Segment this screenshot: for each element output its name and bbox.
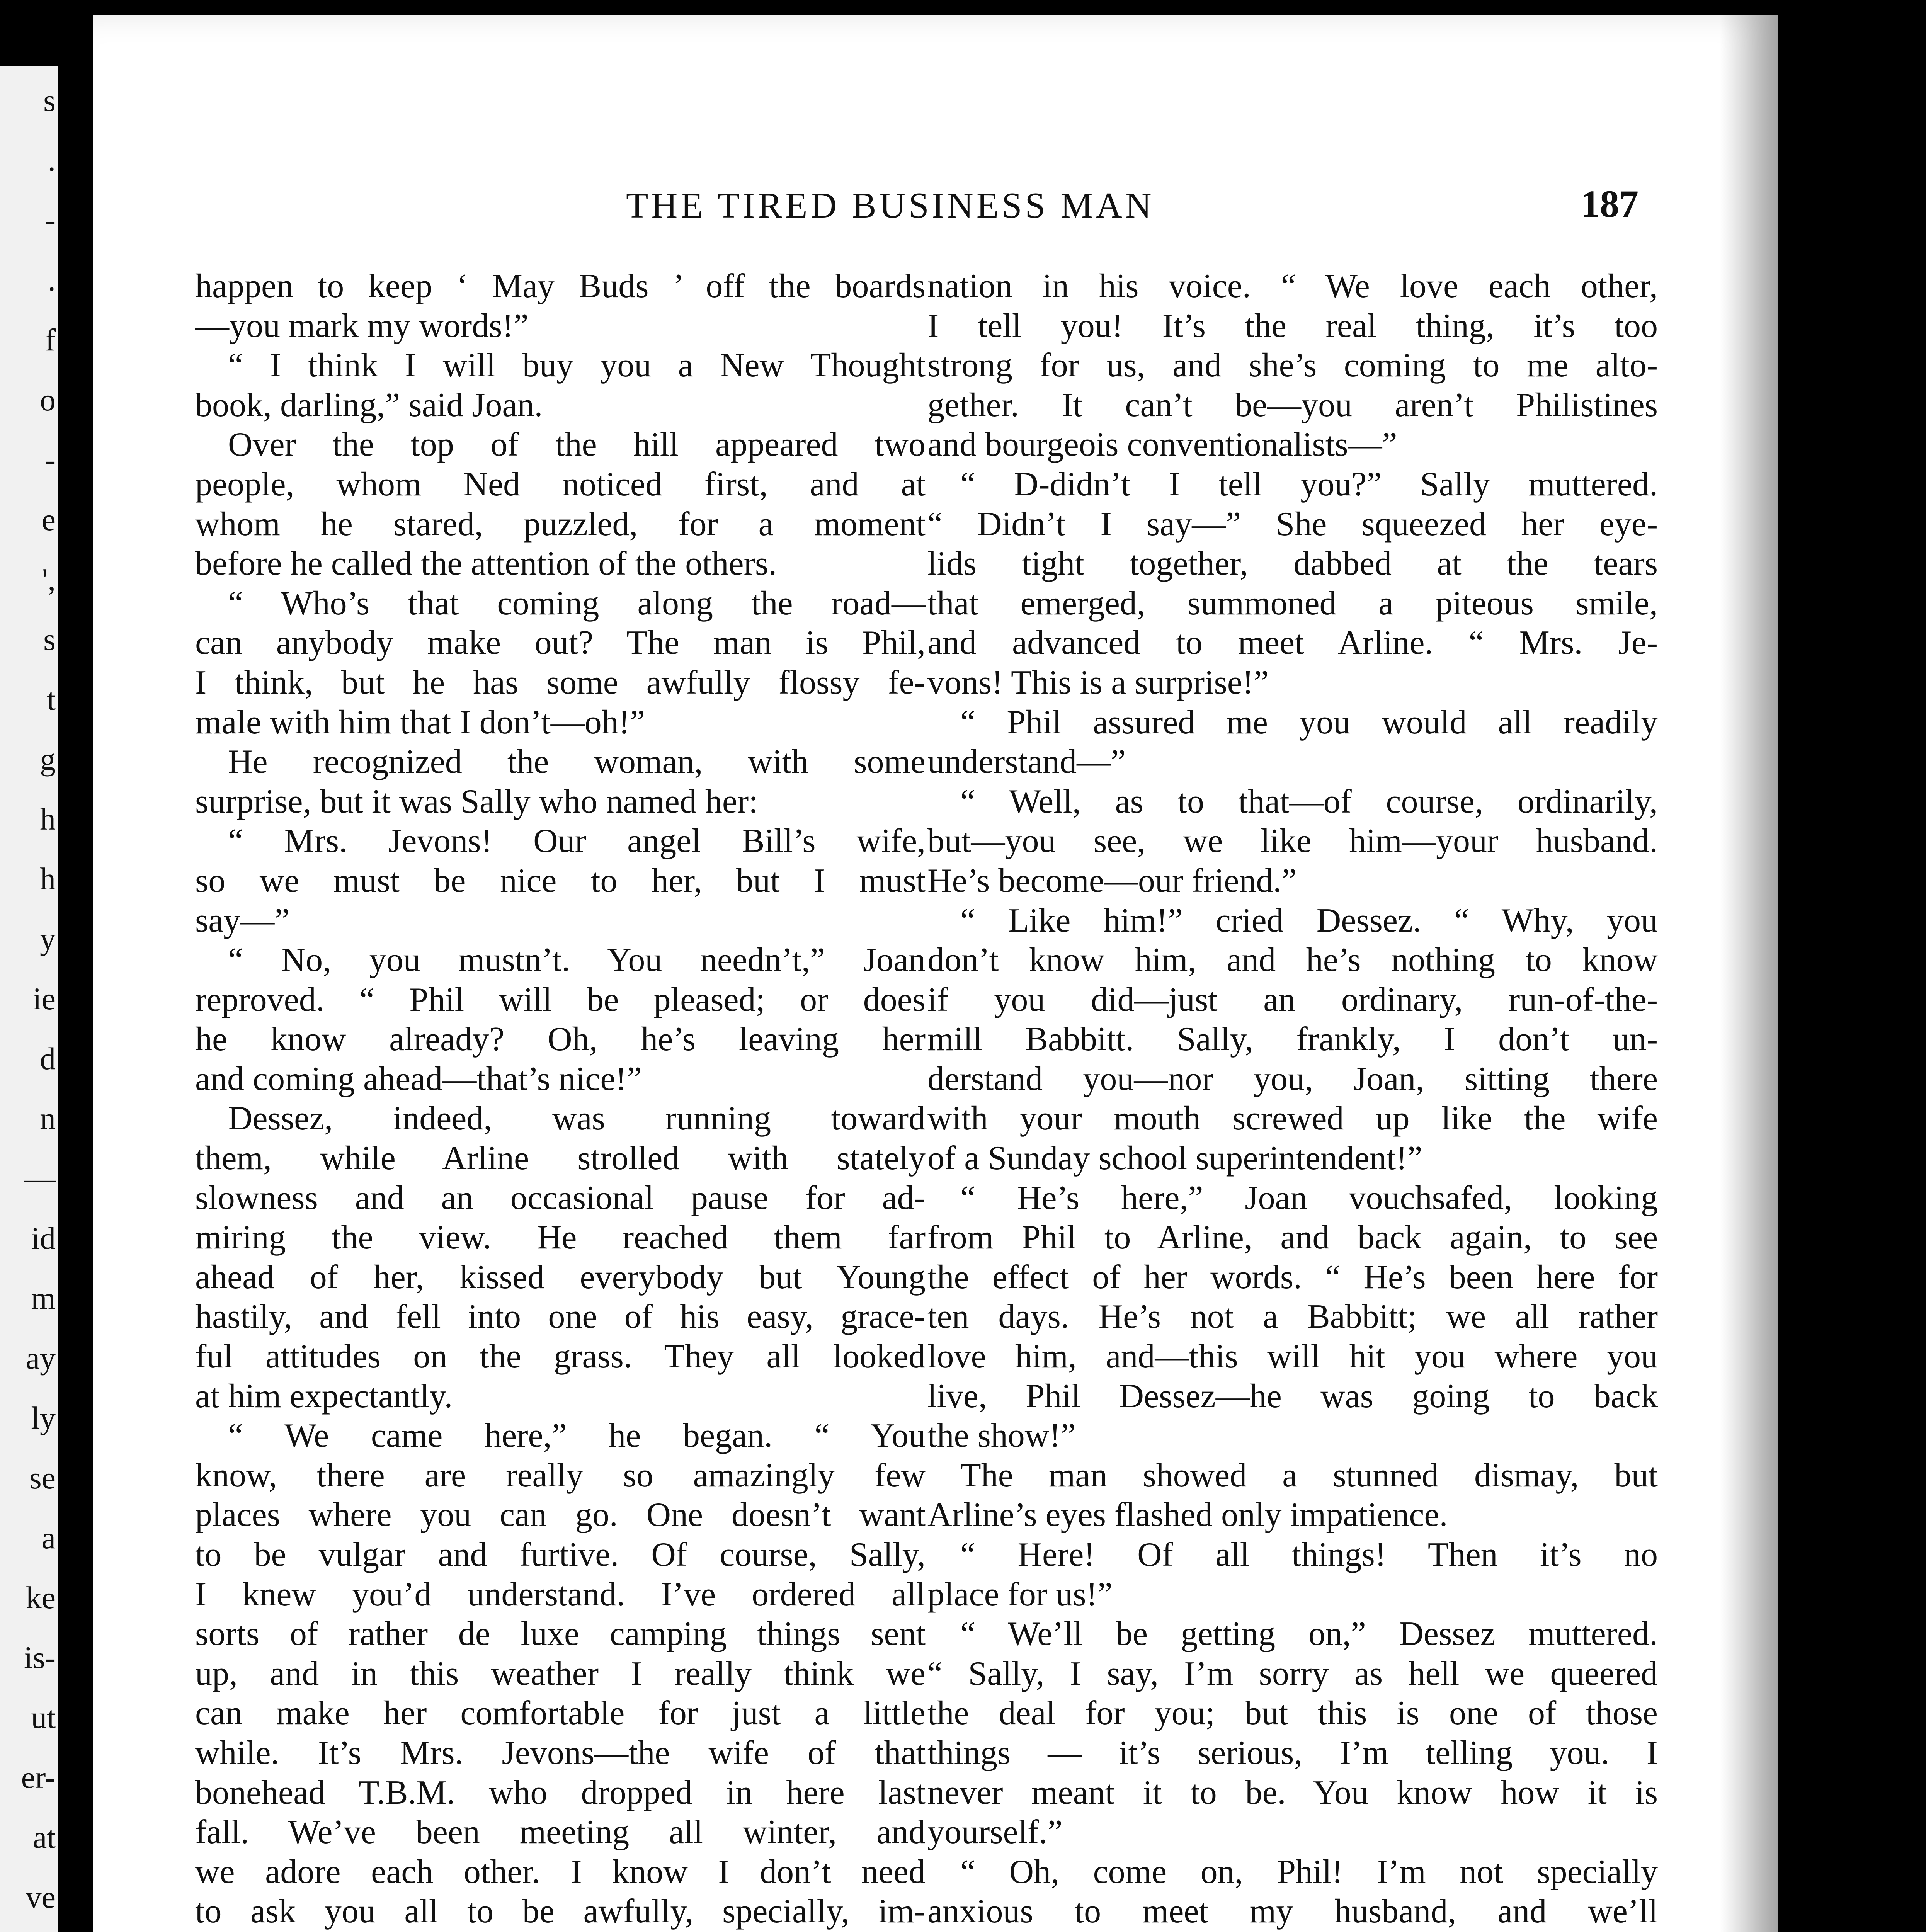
text-line: while. It’s Mrs. Jevons—the wife of that xyxy=(195,1734,926,1772)
text-line: the show!” xyxy=(927,1417,1076,1455)
previous-page-edge xyxy=(0,66,58,1932)
text-line: sorts of rather de luxe camping things sent xyxy=(195,1615,926,1653)
text-line: before he called the attention of the others. xyxy=(195,545,777,583)
text-line: lids tight together, dabbed at the tears xyxy=(927,545,1658,583)
text-line: up, and in this weather I really think we xyxy=(195,1655,926,1692)
previous-page-fragment: . xyxy=(48,262,56,298)
text-line: “ He’s here,” Joan vouchsafed, looking xyxy=(960,1179,1658,1217)
text-line: to be vulgar and furtive. Of course, Sally, xyxy=(195,1536,926,1573)
previous-page-fragment: m xyxy=(31,1281,56,1316)
text-line: surprise, but it was Sally who named her: xyxy=(195,782,758,820)
previous-page-fragment: o xyxy=(40,382,56,417)
previous-page-fragment: h xyxy=(40,861,56,896)
page-gutter-shadow xyxy=(1720,15,1778,1932)
previous-page-fragment: - xyxy=(45,442,56,477)
text-line: anxious to meet my husband, and we’ll xyxy=(927,1893,1658,1930)
text-line: derstand you—nor you, Joan, sitting there xyxy=(927,1060,1658,1098)
text-column-right xyxy=(927,267,1658,1932)
text-line: the deal for you; but this is one of those xyxy=(927,1694,1658,1732)
text-line: but—you see, we like him—your husband. xyxy=(927,822,1658,860)
previous-page-fragment: g xyxy=(40,742,56,777)
text-line: live, Phil Dessez—he was going to back xyxy=(927,1377,1658,1415)
previous-page-fragment: d xyxy=(40,1041,56,1076)
text-line: fall. We’ve been meeting all winter, and xyxy=(195,1813,926,1851)
text-line: Arline’s eyes flashed only impatience. xyxy=(927,1496,1448,1534)
text-line: and advanced to meet Arline. “ Mrs. Je- xyxy=(927,624,1658,662)
text-line: understand—” xyxy=(927,743,1126,781)
previous-page-fragment: ke xyxy=(26,1580,56,1615)
text-line: Dessez, indeed, was running toward xyxy=(228,1100,926,1138)
text-line: we adore each other. I know I don’t need xyxy=(195,1853,926,1891)
text-line: mill Babbitt. Sally, frankly, I don’t un- xyxy=(927,1020,1658,1058)
text-line: place for us!” xyxy=(927,1575,1113,1613)
text-line: male with him that I don’t—oh!” xyxy=(195,703,645,741)
text-line: bonehead T.B.M. who dropped in here last xyxy=(195,1774,926,1811)
text-line: with your mouth screwed up like the wife xyxy=(927,1100,1658,1138)
text-line: never meant it to be. You know how it is xyxy=(927,1774,1658,1811)
previous-page-fragment: s xyxy=(43,622,56,657)
text-line: “ Didn’t I say—” She squeezed her eye- xyxy=(927,505,1658,543)
text-line: “ Like him!” cried Dessez. “ Why, you xyxy=(960,901,1658,939)
text-line: “ We’ll be getting on,” Dessez muttered. xyxy=(960,1615,1658,1653)
previous-page-fragment: y xyxy=(40,921,56,956)
previous-page-fragment: t xyxy=(47,682,56,717)
previous-page-fragment: ut xyxy=(31,1700,56,1735)
text-line: He recognized the woman, with some xyxy=(228,743,926,781)
text-line: can make her comfortable for just a little xyxy=(195,1694,926,1732)
text-line: slowness and an occasional pause for ad- xyxy=(195,1179,926,1217)
text-line: reproved. “ Phil will be pleased; or does xyxy=(195,981,926,1019)
text-line: “ Sally, I say, I’m sorry as hell we queered xyxy=(927,1655,1658,1692)
previous-page-fragment: ly xyxy=(31,1400,56,1435)
text-line: love him, and—this will hit you where you xyxy=(927,1338,1658,1376)
text-line: nation in his voice. “ We love each other, xyxy=(927,267,1658,305)
text-line: things — it’s serious, I’m telling you. I xyxy=(927,1734,1658,1772)
previous-page-fragment: e xyxy=(41,502,56,537)
previous-page-fragment: ', xyxy=(42,562,56,597)
text-line: “ Well, as to that—of course, ordinarily, xyxy=(960,782,1658,820)
text-line: miring the view. He reached them far xyxy=(195,1219,926,1257)
text-column-left xyxy=(195,267,926,1932)
previous-page-fragment: f xyxy=(45,322,56,357)
previous-page-fragment: n xyxy=(40,1101,56,1136)
text-line: I think, but he has some awfully flossy fe- xyxy=(195,663,926,701)
running-head: THE TIRED BUSINESS MAN xyxy=(626,185,1155,226)
text-line: “ Phil assured me you would all readily xyxy=(960,703,1658,741)
previous-page-fragment: er- xyxy=(21,1760,56,1795)
text-line: He’s become—our friend.” xyxy=(927,862,1297,900)
text-line: ten days. He’s not a Babbitt; we all rather xyxy=(927,1298,1658,1336)
text-line: —you mark my words!” xyxy=(195,307,529,345)
previous-page-fragment: a xyxy=(41,1520,56,1555)
text-line: vons! This is a surprise!” xyxy=(927,663,1269,701)
text-line: I tell you! It’s the real thing, it’s too xyxy=(927,307,1658,345)
text-line: he know already? Oh, he’s leaving her xyxy=(195,1020,926,1058)
previous-page-fragment: ve xyxy=(26,1879,56,1915)
text-line: hastily, and fell into one of his easy, grace- xyxy=(195,1298,926,1336)
text-line: places where you can go. One doesn’t want xyxy=(195,1496,926,1534)
text-line: that emerged, summoned a piteous smile, xyxy=(927,584,1658,622)
previous-page-fragment: is- xyxy=(24,1640,56,1675)
text-line: book, darling,” said Joan. xyxy=(195,386,543,424)
text-line: the effect of her words. “ He’s been here for xyxy=(927,1258,1658,1296)
previous-page-fragment: . xyxy=(48,143,56,178)
text-line: say—” xyxy=(195,901,290,939)
text-line: “ D-didn’t I tell you?” Sally muttered. xyxy=(960,465,1658,503)
previous-page-fragment: s xyxy=(43,83,56,118)
text-line: Over the top of the hill appeared two xyxy=(228,426,926,464)
previous-page-fragment: at xyxy=(32,1820,56,1855)
text-line: “ Who’s that coming along the road— xyxy=(228,584,926,622)
text-line: to ask you all to be awfully, specially, im- xyxy=(195,1893,926,1930)
text-line: ahead of her, kissed everybody but Young xyxy=(195,1258,926,1296)
text-line: don’t know him, and he’s nothing to know xyxy=(927,941,1658,979)
text-line: yourself.” xyxy=(927,1813,1063,1851)
previous-page-fragment: se xyxy=(29,1460,56,1495)
text-line: gether. It can’t be—you aren’t Philistines xyxy=(927,386,1658,424)
previous-page-fragment: id xyxy=(31,1221,56,1256)
text-line: “ No, you mustn’t. You needn’t,” Joan xyxy=(228,941,926,979)
text-line: “ Here! Of all things! Then it’s no xyxy=(960,1536,1658,1573)
previous-page-fragment: ie xyxy=(32,981,56,1016)
page-number: 187 xyxy=(1581,182,1638,225)
text-line: strong for us, and she’s coming to me alto- xyxy=(927,347,1658,384)
previous-page-fragment: — xyxy=(24,1161,56,1196)
text-line: know, there are really so amazingly few xyxy=(195,1456,926,1494)
text-line: “ Mrs. Jevons! Our angel Bill’s wife, xyxy=(228,822,926,860)
text-line: whom he stared, puzzled, for a moment xyxy=(195,505,926,543)
text-line: and coming ahead—that’s nice!” xyxy=(195,1060,642,1098)
previous-page-fragment: - xyxy=(45,202,56,238)
text-line: The man showed a stunned dismay, but xyxy=(960,1456,1658,1494)
text-line: of a Sunday school superintendent!” xyxy=(927,1139,1422,1177)
text-line: “ Oh, come on, Phil! I’m not specially xyxy=(960,1853,1658,1891)
text-line: ful attitudes on the grass. They all looked xyxy=(195,1338,926,1376)
previous-page-fragment: h xyxy=(40,801,56,837)
text-line: them, while Arline strolled with stately xyxy=(195,1139,926,1177)
previous-page-fragment: ay xyxy=(26,1340,56,1376)
text-line: “ We came here,” he began. “ You xyxy=(228,1417,926,1455)
text-line: happen to keep ‘ May Buds ’ off the boards xyxy=(195,267,926,305)
text-line: can anybody make out? The man is Phil, xyxy=(195,624,926,662)
text-line: from Phil to Arline, and back again, to see xyxy=(927,1219,1658,1257)
text-line: I knew you’d understand. I’ve ordered all xyxy=(195,1575,926,1613)
text-line: so we must be nice to her, but I must xyxy=(195,862,926,900)
text-line: people, whom Ned noticed first, and at xyxy=(195,465,926,503)
text-line: if you did—just an ordinary, run-of-the- xyxy=(927,981,1658,1019)
text-line: and bourgeois conventionalists—” xyxy=(927,426,1397,464)
text-line: at him expectantly. xyxy=(195,1377,453,1415)
text-line: “ I think I will buy you a New Thought xyxy=(228,347,926,384)
